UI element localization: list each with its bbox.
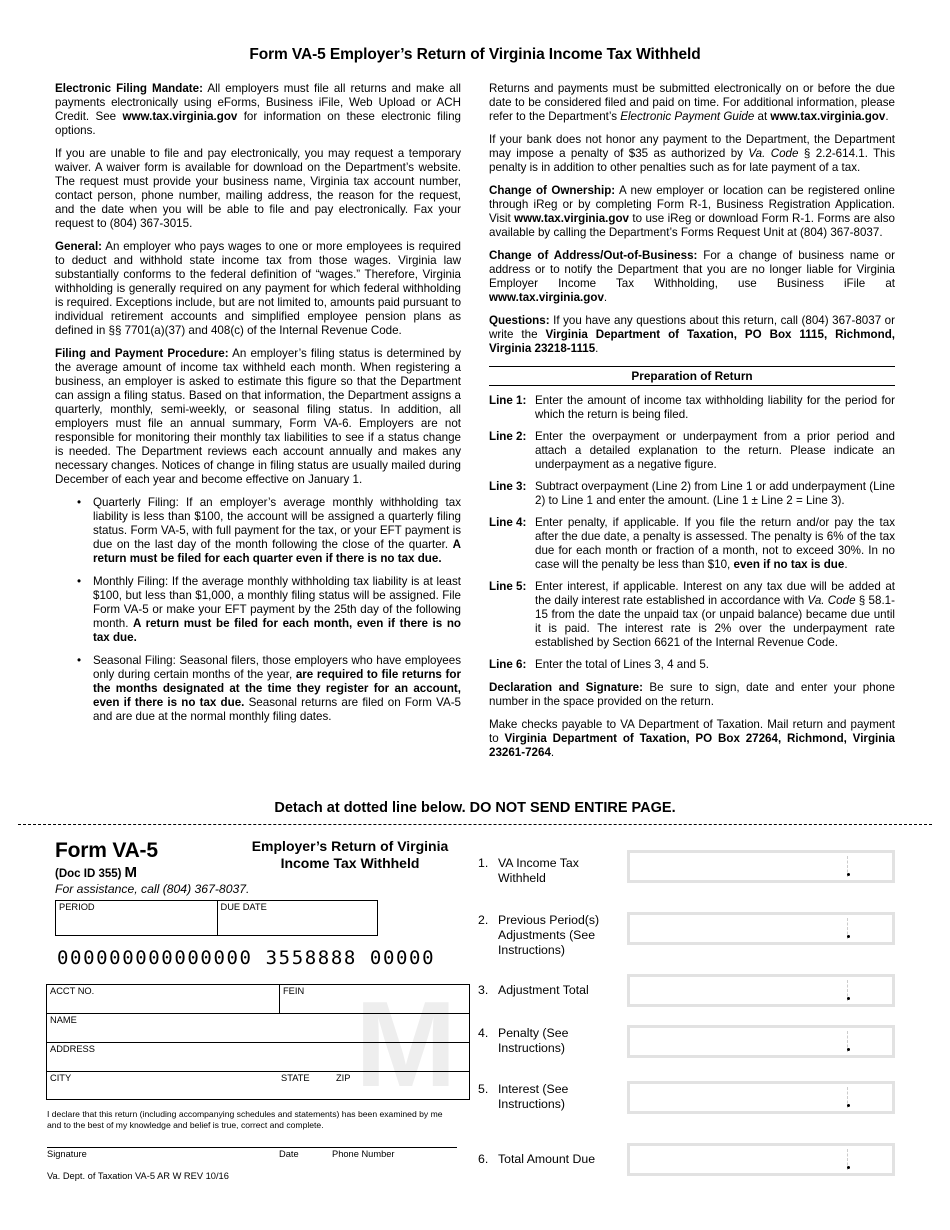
voucher-doc-id: (Doc ID 355) M <box>55 864 137 881</box>
period-label: PERIOD <box>59 902 95 912</box>
va-code-citation: Va. Code <box>748 147 799 160</box>
general-heading: General: <box>55 240 103 253</box>
left-column <box>55 82 461 760</box>
zip-label: ZIP <box>336 1073 351 1083</box>
address-label: ADDRESS <box>50 1044 95 1054</box>
mailing-address: Virginia Department of Taxation, PO Box 27264, Richmond, Virginia 23261-7264 <box>489 732 895 759</box>
taxpayer-address-block <box>46 976 470 1112</box>
decimal-dot <box>847 935 850 938</box>
amount-number: 1. <box>478 856 489 870</box>
line-text: Subtract overpayment (Line 2) from Line 1 or add underpayment (Line 2) to Line 1 and enter the amount. (Line 1 ± Line 2 = Line 3). <box>535 480 895 507</box>
bullet-marker: • <box>77 575 82 588</box>
decimal-dot <box>847 1048 850 1051</box>
name-label: NAME <box>50 1015 77 1025</box>
city-label: CITY <box>50 1073 72 1083</box>
va-code-citation: Va. Code <box>807 594 856 607</box>
voucher-assistance-text: For assistance, call (804) 367-8037. <box>55 882 250 896</box>
questions-heading: Questions: <box>489 314 550 327</box>
instructions-columns <box>55 82 895 760</box>
electronic-filing-mandate-paragraph: Electronic Filing Mandate: All employers must file all returns and make all payments electronically using eForms, Business iFile, Web Upload or ACH Credit. See www.tax.virginia.gov for information on these electronic filing options. <box>55 82 462 137</box>
right-column <box>489 82 895 760</box>
watermark-letter: M <box>355 976 457 1112</box>
row-divider <box>279 985 280 1013</box>
acct-fein-row[interactable] <box>47 985 469 1014</box>
amount-number: 4. <box>478 1026 489 1040</box>
tax-website-link: www.tax.virginia.gov <box>489 291 604 304</box>
line-label: Line 6: <box>489 658 527 671</box>
line-label: Line 1: <box>489 394 527 407</box>
state-label: STATE <box>281 1073 310 1083</box>
waiver-paragraph: If you are unable to file and pay electronically, you may request a temporary waiver. A waiver form is available for download on the Department’s website. The request must provide your business name, Virginia tax account number, contact person, phone number, mailing address, the reason for the request, and the date when you will be able to file and pay electronically. Fax your request to (804) 367-3015. <box>55 147 461 230</box>
tax-website-link: www.tax.virginia.gov <box>770 110 886 123</box>
period-field[interactable] <box>56 901 217 935</box>
line-text: Enter interest, if applicable. Interest on any tax due will be added at the daily interest rate established in accordance with Va. Code § 58.1-15 from the date the unpaid tax (or unpaid balance) became due until it is paid. The interest rate is 2% over the underpayment rate established by Section 6621 of the Internal Revenue Code. <box>535 580 895 649</box>
change-of-address-heading: Change of Address/Out-of-Business: <box>489 249 698 262</box>
phone-number-label: Phone Number <box>332 1149 395 1159</box>
decimal-dot <box>847 873 850 876</box>
filing-payment-heading: Filing and Payment Procedure: <box>55 347 229 360</box>
decimal-dot <box>847 1166 850 1169</box>
bullet-quarterly-filing: • Quarterly Filing: If an employer’s average monthly withholding tax liability is less than $100, the account will be assigned a quarterly filing status. Form VA-5, with full payment for the tax, or your EFT payment is due on the last day of the month following the close of the quarter. A return must be filed for each quarter even if there is no tax due. <box>77 496 461 565</box>
amount-number: 6. <box>478 1152 489 1166</box>
change-of-ownership-heading: Change of Ownership: <box>489 184 616 197</box>
tax-website-link: www.tax.virginia.gov <box>514 212 629 225</box>
line-text: Enter the total of Lines 3, 4 and 5. <box>535 658 710 671</box>
fein-label: FEIN <box>283 986 305 996</box>
voucher-declaration-text: I declare that this return (including accompanying schedules and statements) has been examined by me and to the best of my knowledge and belief is true, correct and complete. <box>47 1109 443 1130</box>
address-row[interactable] <box>47 1043 469 1072</box>
line-text: Enter the amount of income tax withholding liability for the period for which the return is being filed. <box>535 394 895 421</box>
line-label: Line 4: <box>489 516 527 529</box>
amount-label: Previous Period(s) Adjustments (See Instructions) <box>498 913 600 957</box>
questions-paragraph: Questions: If you have any questions about this return, call (804) 367-8037 or write the Virginia Department of Taxation, PO Box 1115, Richmond, Virginia 23218-1115. <box>489 314 895 355</box>
amount-input-3[interactable] <box>627 974 895 1007</box>
preparation-of-return-heading: Preparation of Return <box>489 366 895 386</box>
line-label: Line 3: <box>489 480 527 493</box>
amount-label: Total Amount Due <box>498 1152 596 1166</box>
detach-notice: Detach at dotted line below. DO NOT SEND ENTIRE PAGE. <box>274 800 676 816</box>
due-date-label: DUE DATE <box>220 902 267 912</box>
declaration-signature-paragraph: Declaration and Signature: Be sure to sign, date and enter your phone number in the space provided on the return. <box>489 681 896 708</box>
instruction-line-2 <box>489 430 895 472</box>
filing-payment-paragraph: Filing and Payment Procedure: An employer’s filing status is determined by the average amount of income tax withheld each month. When registering a business, an employer is asked to estimate this figure so that the Department can assign a filing status. Based on that information, the Department assigns a quarterly, monthly, semi-weekly, or seasonal filing status. In addition, all employers must file an annual summary, Form VA-6. Employers are not responsible for monitoring their monthly tax liabilities to see if a status change is needed. The Department reviews each account annually and makes any necessary changes. Notices of change in filing status are usually mailed during December of each year and become effective on January 1. <box>55 347 461 486</box>
dishonored-payment-paragraph: If your bank does not honor any payment to the Department, the Department may impose a penalty of $35 as authorized by Va. Code § 2.2-614.1. This penalty is in addition to other penalties such as for late payment of a tax. <box>489 133 896 174</box>
date-label: Date <box>279 1149 299 1159</box>
general-paragraph: General: An employer who pays wages to one or more employees is required to deduct and withhold state income tax from those wages. Virginia law substantially conforms to the federal definition of “wages.” Therefore, Virginia withholding is generally required on any payment for which federal withholding is required. Exceptions include, but are not limited to, amounts paid pursuant to individual retirement accounts and simplified employee pension plans as defined in §§ 7701(a)(37) and 408(c) of the Internal Revenue Code. <box>55 240 462 337</box>
tax-website-link: www.tax.virginia.gov <box>122 110 238 123</box>
decimal-dot <box>847 1104 850 1107</box>
amount-label: VA Income Tax Withheld <box>498 856 579 885</box>
change-of-address-paragraph: Change of Address/Out-of-Business: For a change of business name or address or to notify the Department that you are no longer liable for Virginia Employer Income Tax Withholding, use Business iFile at www.tax.virginia.gov. <box>489 249 895 304</box>
bullet-marker: • <box>77 654 82 667</box>
acct-no-label: ACCT NO. <box>50 986 95 996</box>
line-text: Enter the overpayment or underpayment from a prior period and attach a detailed explanation to the return. Please indicate an underpayment as a negative figure. <box>535 430 895 471</box>
line-text: Enter penalty, if applicable. If you file the return and/or pay the tax after the due date, a penalty is assessed. The penalty is 6% of the tax due for each month or fraction of a month, not to exceed 30%. In no case will the penalty be less than $10, even if no tax is due. <box>535 516 895 571</box>
bullet-monthly-filing: • Monthly Filing: If the average monthly withholding tax liability is at least $100, but less than $1,000, a monthly filing status will be assigned. File Form VA-5 or make your EFT payment by the 25th day of the following month. A return must be filed for each month, even if there is no tax due. <box>77 575 461 644</box>
amount-number: 3. <box>478 983 489 997</box>
line-label: Line 5: <box>489 580 527 593</box>
amount-number: 2. <box>478 913 489 927</box>
amount-input-1[interactable] <box>627 850 895 883</box>
amount-label: Adjustment Total <box>498 983 589 997</box>
bullet-marker: • <box>77 496 82 509</box>
amount-input-4[interactable] <box>627 1025 895 1058</box>
voucher-heading: Employer’s Return of Virginia Income Tax Withheld <box>251 838 449 871</box>
electronic-filing-mandate-heading: Electronic Filing Mandate: <box>55 82 203 95</box>
decimal-dot <box>847 997 850 1000</box>
instruction-line-1 <box>489 394 895 422</box>
instruction-line-4 <box>489 516 895 572</box>
instruction-line-5 <box>489 580 895 650</box>
instruction-line-6 <box>489 658 895 672</box>
name-row[interactable] <box>47 1014 469 1043</box>
amount-number: 5. <box>478 1082 489 1096</box>
voucher-section <box>0 834 950 1230</box>
mail-payment-paragraph: Make checks payable to VA Department of Taxation. Mail return and payment to Virginia Department of Taxation, PO Box 27264, Richmond, Virginia 23261-7264. <box>489 718 895 759</box>
voucher-doc-id-letter: M <box>124 864 137 881</box>
amount-input-5[interactable] <box>627 1081 895 1114</box>
amount-input-6[interactable] <box>627 1143 895 1176</box>
taxation-department-address: Virginia Department of Taxation, PO Box 1115, Richmond, Virginia 23218-1115 <box>489 328 895 355</box>
signature-rule <box>47 1147 457 1148</box>
page-title: Form VA-5 Employer’s Return of Virginia Income Tax Withheld <box>249 46 701 63</box>
signature-label: Signature <box>47 1149 87 1159</box>
ocr-scanline: 000000000000000 3558888 00000 <box>57 947 436 969</box>
voucher-form-name: Form VA-5 <box>55 839 158 862</box>
detach-dashed-line <box>18 824 932 825</box>
amount-input-2[interactable] <box>627 912 895 945</box>
bullet-seasonal-filing: • Seasonal Filing: Seasonal filers, those employers who have employees only during certain months of the year, are required to file returns for the months designated at the time they register for an account, even if there is no tax due. Seasonal returns are filed on Form VA-5 and are due at the normal monthly filing dates. <box>77 654 461 723</box>
amount-label: Penalty (See Instructions) <box>498 1026 569 1055</box>
line-label: Line 2: <box>489 430 527 443</box>
filing-status-bullets <box>55 496 461 724</box>
electronic-payment-guide-title: Electronic Payment Guide <box>620 110 755 123</box>
returns-payments-paragraph: Returns and payments must be submitted electronically on or before the due date to be considered filed and paid on time. For additional information, please refer to the Department’s Electronic Payment Guide at www.tax.virginia.gov. <box>489 82 895 123</box>
department-footer: Va. Dept. of Taxation VA-5 AR W REV 10/16 <box>47 1171 229 1181</box>
change-of-ownership-paragraph: Change of Ownership: A new employer or location can be registered online through iReg or by completing Form R-1, Business Registration Application. Visit www.tax.virginia.gov to use iReg or download Form R-1. Forms are also available by calling the Department’s Forms Request Unit at (804) 367-8037. <box>489 184 896 239</box>
amount-label: Interest (See Instructions) <box>498 1082 569 1111</box>
period-due-date-table <box>55 900 378 936</box>
declaration-signature-heading: Declaration and Signature: <box>489 681 643 694</box>
instruction-line-3 <box>489 480 895 508</box>
due-date-field[interactable] <box>217 901 378 935</box>
city-state-zip-row[interactable] <box>47 1072 469 1101</box>
